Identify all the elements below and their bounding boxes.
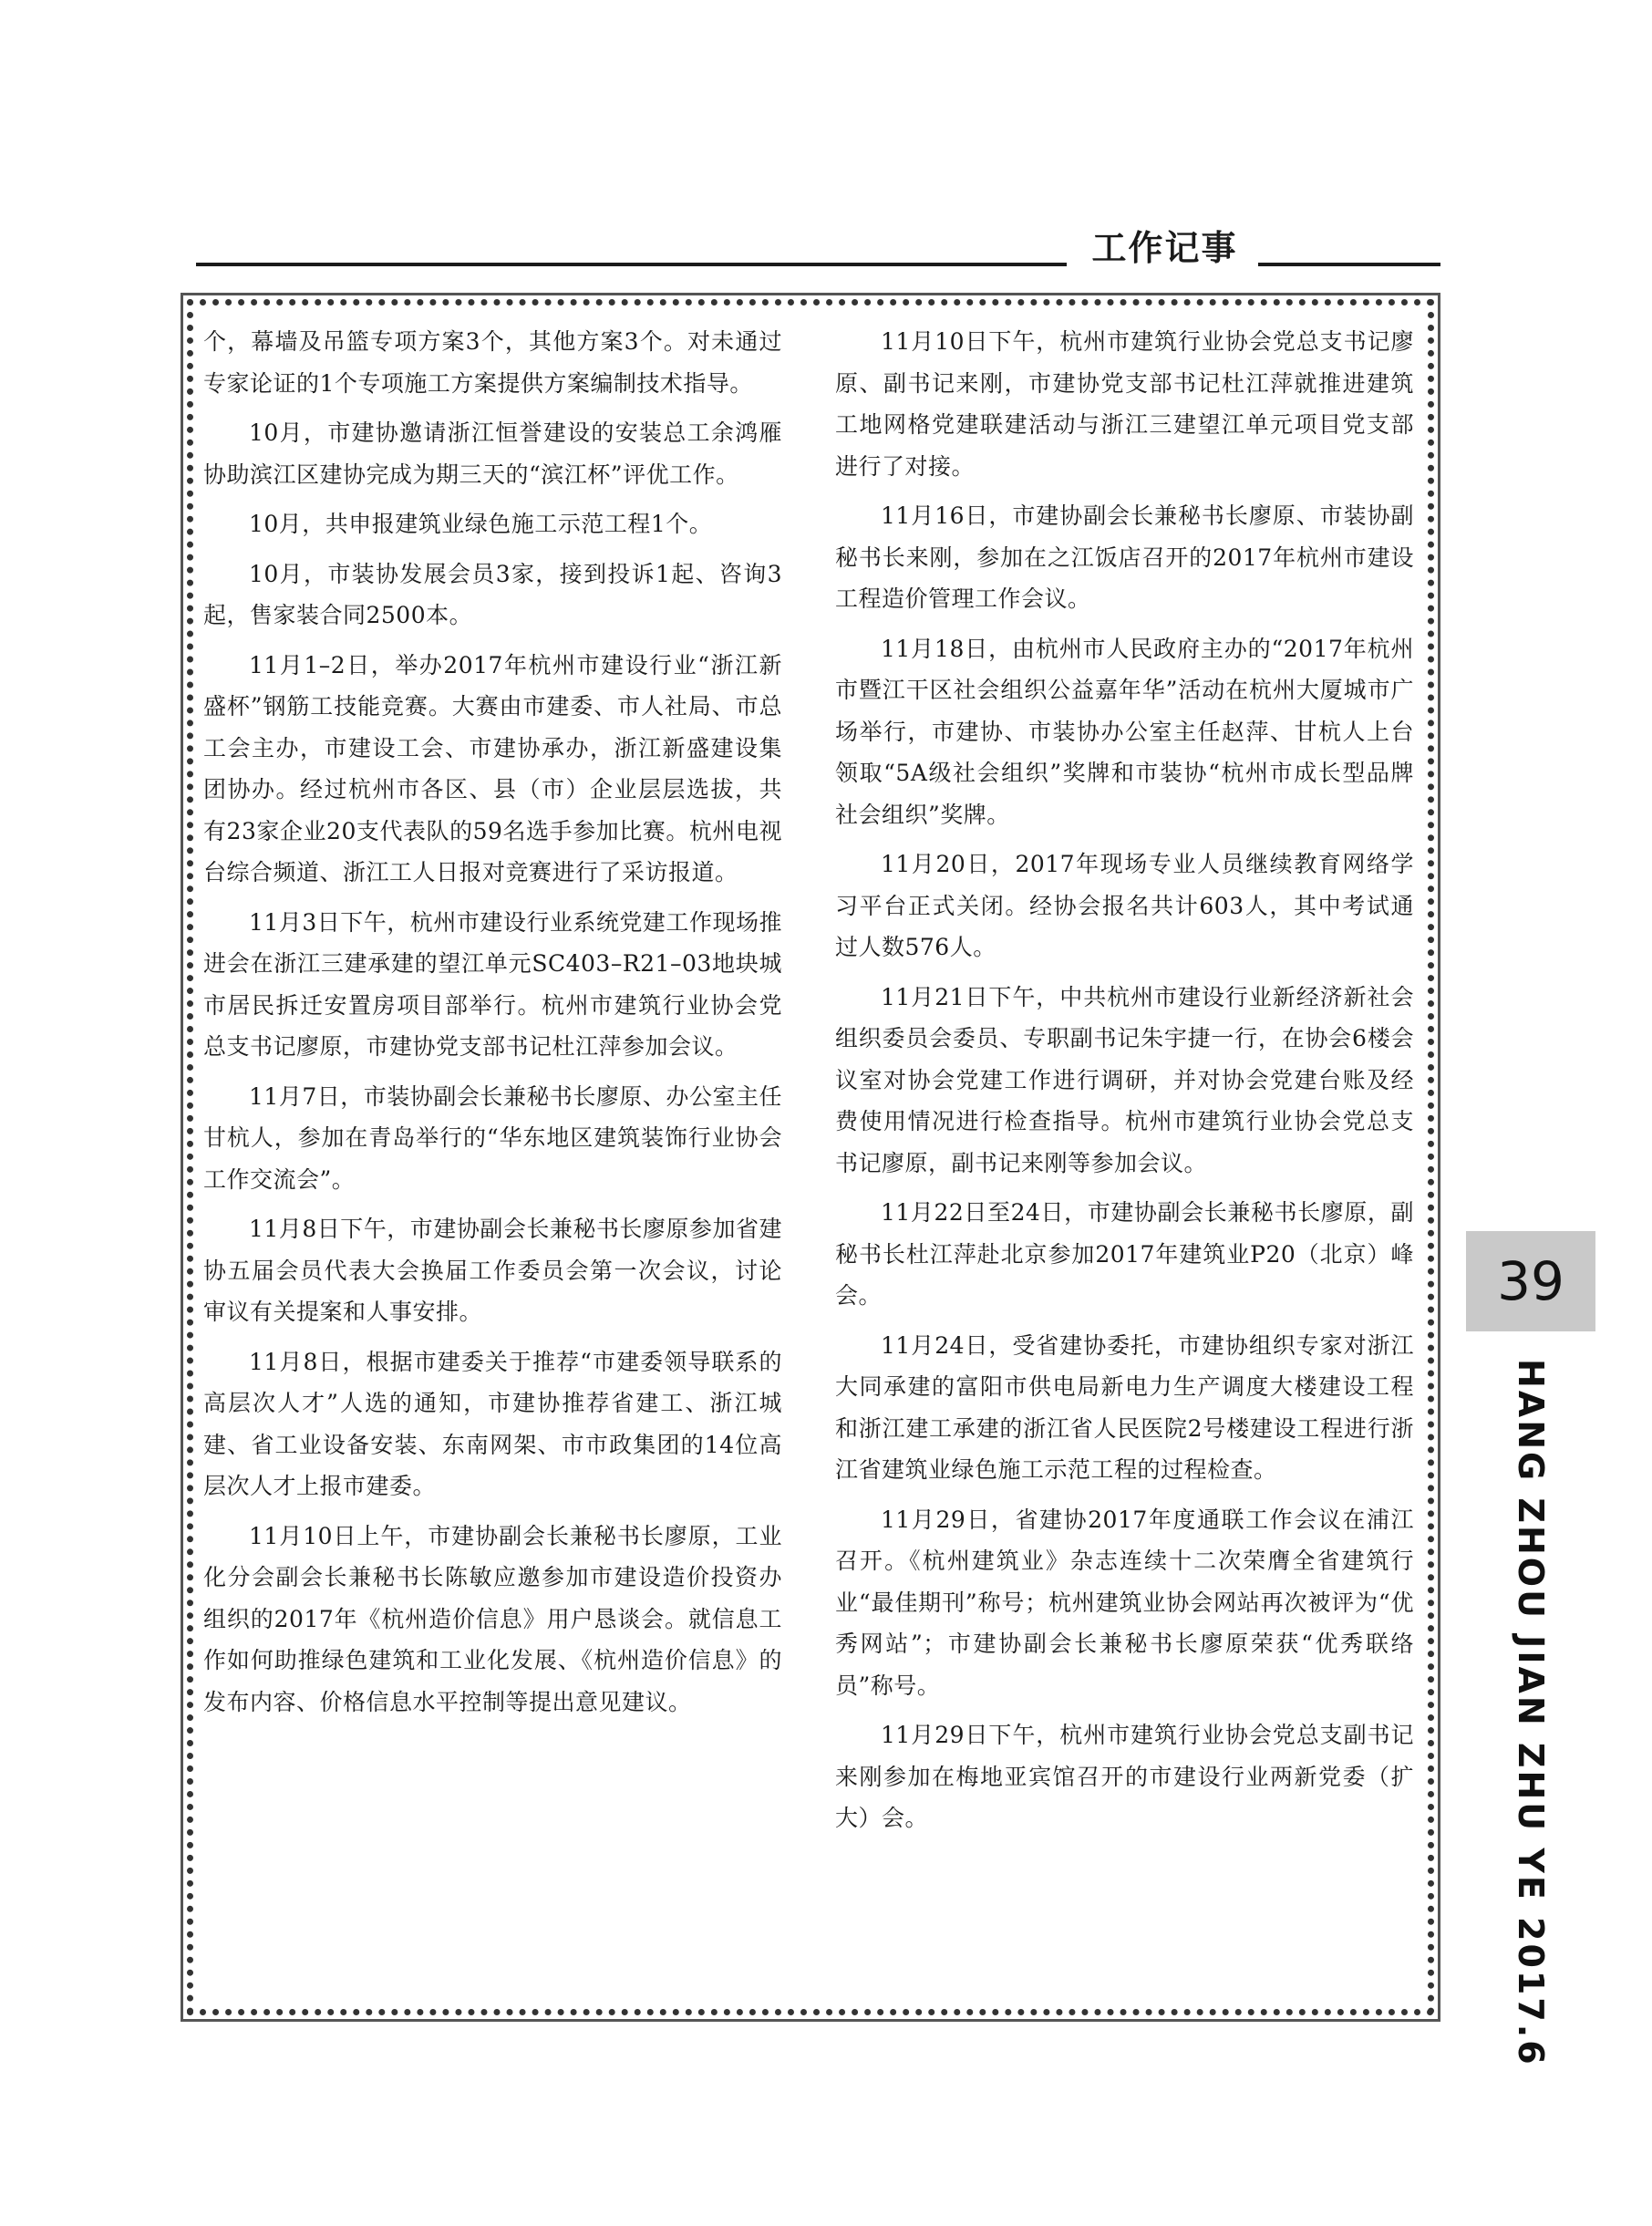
paragraph: 11月16日，市建协副会长兼秘书长廖原、市装协副秘书长来刚，参加在之江饭店召开的2017年杭州市建设工程造价管理工作会议。 <box>835 502 1414 612</box>
paragraph: 11月21日下午，中共杭州市建设行业新经济新社会组织委员会委员、专职副书记朱宇捷一行，在协会6楼会议室对协会党建工作进行调研，并对协会党建台账及经费使用情况进行检查指导。杭州市建筑行业协会党总支书记廖原，副书记来刚等参加会议。 <box>835 983 1414 1176</box>
paragraph: 11月22日至24日，市建协副会长兼秘书长廖原，副秘书长杜江萍赴北京参加2017年建筑业P20（北京）峰会。 <box>835 1199 1414 1309</box>
paragraph: 11月29日，省建协2017年度通联工作会议在浦江召开。《杭州建筑业》杂志连续十二次荣膺全省建筑行业“最佳期刊”称号；杭州建筑业协会网站再次被评为“优秀网站”；市建协副会长兼秘书长廖原荣获“优秀联络员”称号。 <box>835 1506 1414 1699</box>
paragraph: 11月8日下午，市建协副会长兼秘书长廖原参加省建协五届会员代表大会换届工作委员会第一次会议，讨论审议有关提案和人事安排。 <box>203 1216 782 1325</box>
paragraph: 11月18日，由杭州市人民政府主办的“2017年杭州市暨江干区社会组织公益嘉年华”活动在杭州大厦城市广场举行，市建协、市装协办公室主任赵萍、甘杭人上台领取“5A级社会组织”奖牌和市装协“杭州市成长型品牌社会组织”奖牌。 <box>835 635 1414 828</box>
header-rule-right <box>1258 263 1440 266</box>
right-column <box>835 321 1414 1848</box>
paragraph: 11月20日，2017年现场专业人员继续教育网络学习平台正式关闭。经协会报名共计603人，其中考试通过人数576人。 <box>835 851 1414 960</box>
paragraph: 个，幕墙及吊篮专项方案3个，其他方案3个。对未通过专家论证的1个专项施工方案提供方案编制技术指导。 <box>203 328 782 397</box>
paragraph: 11月1–2日，举办2017年杭州市建设行业“浙江新盛杯”钢筋工技能竞赛。大赛由市建委、市人社局、市总工会主办，市建设工会、市建协承办，浙江新盛建设集团协办。经过杭州市各区、县（市）企业层层选拔，共有23家企业20支代表队的59名选手参加比赛。杭州电视台综合频道、浙江工人日报对竞赛进行了采访报道。 <box>203 651 782 885</box>
paragraph: 11月10日下午，杭州市建筑行业协会党总支书记廖原、副书记来刚，市建协党支部书记杜江萍就推进建筑工地网格党建联建活动与浙江三建望江单元项目党支部进行了对接。 <box>835 328 1414 480</box>
section-title: 工作记事 <box>1091 228 1238 268</box>
header-rule-left <box>196 263 1067 266</box>
journal-side-label: HANG ZHOU JIAN ZHU YE 2017.6 <box>1511 1359 1551 2067</box>
paragraph: 10月，市装协发展会员3家，接到投诉1起、咨询3起，售家装合同2500本。 <box>203 560 782 628</box>
paragraph: 11月7日，市装协副会长兼秘书长廖原、办公室主任甘杭人，参加在青岛举行的“华东地区建筑装饰行业协会工作交流会”。 <box>203 1082 782 1193</box>
paragraph: 11月3日下午，杭州市建设行业系统党建工作现场推进会在浙江三建承建的望江单元SC403–R21–03地块城市居民拆迁安置房项目部举行。杭州市建筑行业协会党总支书记廖原，市建协党支部书记杜江萍参加会议。 <box>203 908 782 1060</box>
paragraph: 11月29日下午，杭州市建筑行业协会党总支副书记来刚参加在梅地亚宾馆召开的市建设行业两新党委（扩大）会。 <box>835 1722 1414 1831</box>
paragraph: 11月24日，受省建协委托，市建协组织专家对浙江大同承建的富阳市供电局新电力生产调度大楼建设工程和浙江建工承建的浙江省人民医院2号楼建设工程进行浙江省建筑业绿色施工示范工程的过程检查。 <box>835 1331 1414 1483</box>
paragraph: 11月10日上午，市建协副会长兼秘书长廖原，工业化分会副会长兼秘书长陈敏应邀参加市建设造价投资办组织的2017年《杭州造价信息》用户恳谈会。就信息工作如何助推绿色建筑和工业化发展、《杭州造价信息》的发布内容、价格信息水平控制等提出意见建议。 <box>203 1522 782 1715</box>
left-column <box>203 321 782 1731</box>
paragraph: 10月，共申报建筑业绿色施工示范工程1个。 <box>249 511 713 537</box>
paragraph: 10月，市建协邀请浙江恒誉建设的安装总工余鸿雁协助滨江区建协完成为期三天的“滨江杯”评优工作。 <box>203 419 782 488</box>
paragraph: 11月8日，根据市建委关于推荐“市建委领导联系的高层次人才”人选的通知，市建协推荐省建工、浙江城建、省工业设备安装、东南网架、市市政集团的14位高层次人才上报市建委。 <box>203 1348 782 1499</box>
page-number-tab: 39 <box>1466 1231 1595 1331</box>
